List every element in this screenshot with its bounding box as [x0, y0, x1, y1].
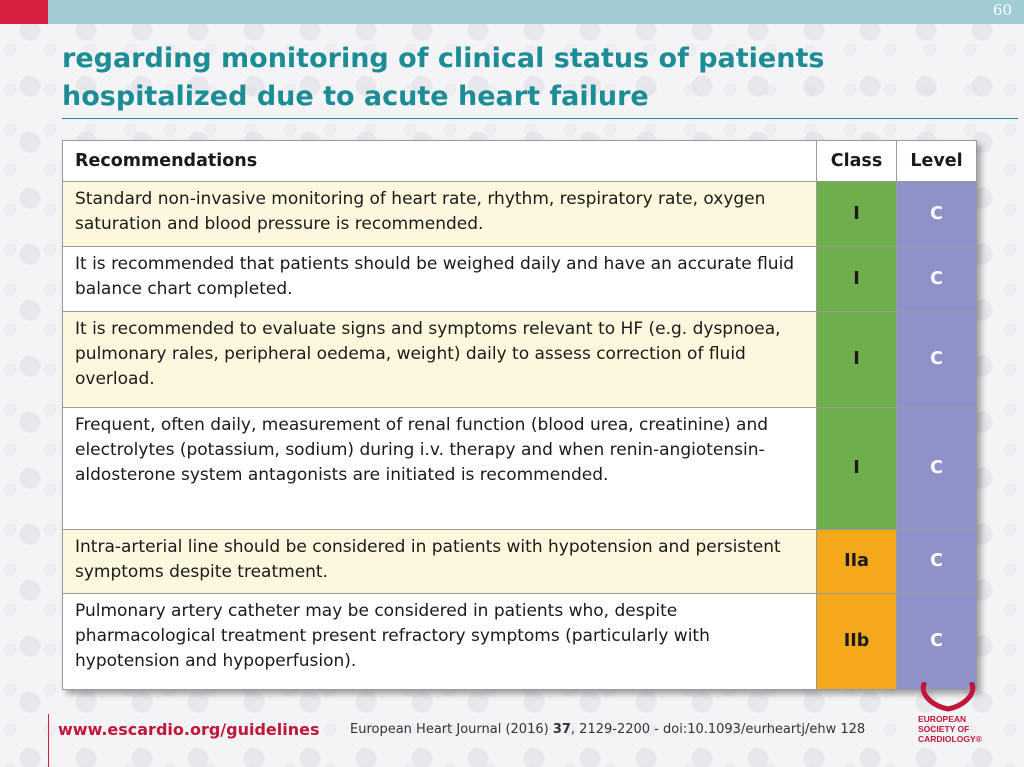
- logo-line-1: EUROPEAN: [918, 714, 967, 724]
- header-recommendations: Recommendations: [63, 141, 817, 182]
- table-header-row: [63, 141, 977, 182]
- table-row: [63, 594, 977, 690]
- level-cell: C: [897, 182, 977, 247]
- table-row: [63, 182, 977, 247]
- class-cell: I: [817, 312, 897, 408]
- citation-volume: 37: [552, 722, 571, 737]
- top-red-block: [0, 0, 48, 24]
- title-divider: [62, 118, 1018, 119]
- table-row: [63, 530, 977, 594]
- citation-journal: European Heart Journal (2016): [350, 722, 553, 737]
- slide-title: [62, 40, 1002, 116]
- level-cell: C: [897, 312, 977, 408]
- slide-number: 60: [992, 1, 1012, 19]
- recommendations-table: [62, 140, 977, 690]
- footer-accent-line: [48, 714, 49, 767]
- table-row: [63, 247, 977, 312]
- class-cell: I: [817, 408, 897, 530]
- header-class: Class: [817, 141, 897, 182]
- top-band: [0, 0, 1024, 24]
- level-cell: C: [897, 408, 977, 530]
- table-row: [63, 312, 977, 408]
- recommendation-text: Intra-arterial line should be considered in patients with hypotension and persistent symptoms despite treatment.: [63, 530, 817, 594]
- class-cell: IIa: [817, 530, 897, 594]
- class-cell: I: [817, 182, 897, 247]
- recommendation-text: Pulmonary artery catheter may be considered in patients who, despite pharmacological treatment present refractory symptoms (particularly with hypotension and hypoperfusion).: [63, 594, 817, 690]
- journal-citation: [350, 722, 865, 737]
- recommendation-text: Frequent, often daily, measurement of renal function (blood urea, creatinine) and electrolytes (potassium, sodium) during i.v. therapy and when renin-angiotensin-aldosterone system antagonists are initiated is recommended.: [63, 408, 817, 530]
- recommendations-table-wrapper: [62, 140, 977, 690]
- recommendation-text: It is recommended to evaluate signs and symptoms relevant to HF (e.g. dyspnoea, pulmonary rales, peripheral oedema, weight) daily to assess correction of fluid overload.: [63, 312, 817, 408]
- recommendation-text: Standard non-invasive monitoring of heart rate, rhythm, respiratory rate, oxygen saturation and blood pressure is recommended.: [63, 182, 817, 247]
- level-cell: C: [897, 530, 977, 594]
- esc-logo: [912, 682, 1002, 762]
- logo-line-3: CARDIOLOGY®: [918, 734, 982, 744]
- heart-logo-icon: [918, 682, 978, 712]
- title-line-1: regarding monitoring of clinical status of patients: [62, 43, 825, 74]
- guidelines-url: www.escardio.org/guidelines: [58, 720, 320, 739]
- class-cell: IIb: [817, 594, 897, 690]
- citation-rest: , 2129-2200 - doi:10.1093/eurheartj/ehw 128: [570, 722, 866, 737]
- recommendation-text: It is recommended that patients should be weighed daily and have an accurate fluid balance chart completed.: [63, 247, 817, 312]
- class-cell: I: [817, 247, 897, 312]
- table-row: [63, 408, 977, 530]
- logo-line-2: SOCIETY OF: [918, 724, 970, 734]
- title-line-2: hospitalized due to acute heart failure: [62, 81, 649, 112]
- level-cell: C: [897, 594, 977, 690]
- level-cell: C: [897, 247, 977, 312]
- logo-text: [918, 714, 1002, 744]
- header-level: Level: [897, 141, 977, 182]
